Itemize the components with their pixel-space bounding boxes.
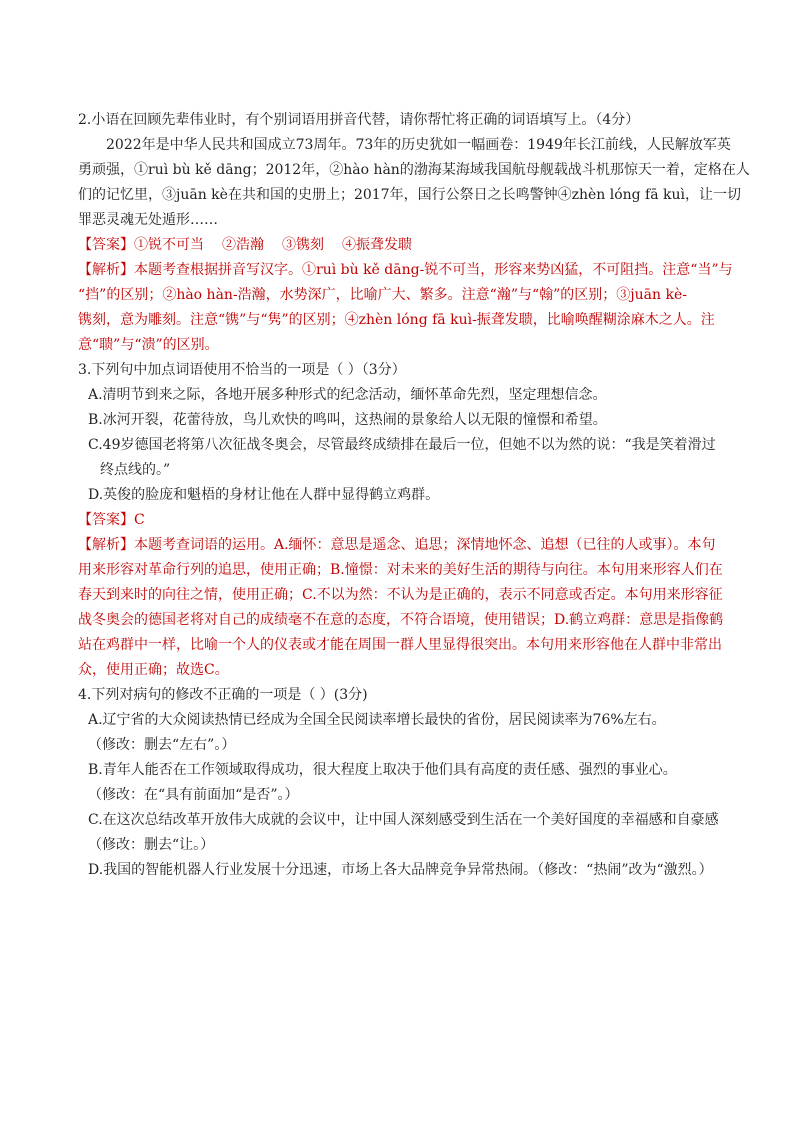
q3-answer-tag: 【答案】 <box>78 512 134 528</box>
q3-analysis-line-6: 众，使用正确；故选C。 <box>78 662 229 678</box>
q2-answer-item-3: ③镌刻 <box>282 237 324 253</box>
q2-analysis-line-3: 镌刻，意为雕刻。注意“镌”与“隽”的区别；④zhèn lóng fā kuì-振聋发聩，比喻唤醒糊涂麻木之人。注 <box>78 312 715 328</box>
q3-analysis-line-1 <box>78 533 734 558</box>
q4-option-b-fix: （修改：在“具有前面加“是否”。） <box>88 787 299 803</box>
q3-analysis-text-1: 本题考查词语的运用。A.缅怀：意思是遥念、追思；深情地怀念、追想（已往的人或事）。本句 <box>134 537 716 553</box>
q2-answer-item-4: ④振聋发聩 <box>342 237 412 253</box>
q2-passage-line-1: 2022年是中华人民共和国成立73周年。73年的历史犹如一幅画卷：1949年长江前线，人民解放军英 <box>106 137 731 153</box>
q4-option-a: A.辽宁省的大众阅读热情已经成为全国全民阅读率增长最快的省份，居民阅读率为76%左右。 <box>88 712 666 728</box>
q2-passage-line-3: 们的记忆里，③juān kè在共和国的史册上；2017年，国行公祭日之长鸣警钟④zhèn lóng fā kuì，让一切 <box>78 187 742 203</box>
q3-option-d: D.英俊的脸庞和魁梧的身材让他在人群中显得鹤立鸡群。 <box>88 487 440 503</box>
q3-analysis-line-3: 春天到来时的向往之情，使用正确；C.不以为然：不认为是正确的，表示不同意或否定。本句用来形容征 <box>78 587 723 603</box>
q3-answer <box>78 508 734 533</box>
q4-option-c: C.在这次总结改革开放伟大成就的会议中，让中国人深刻感受到生活在一个美好国度的幸福感和自豪感 <box>88 812 719 828</box>
q3-option-a: A.清明节到来之际，各地开展多种形式的纪念活动，缅怀革命先烈，坚定理想信念。 <box>88 387 607 403</box>
q3-analysis-line-4: 战冬奥会的德国老将对自己的成绩毫不在意的态度，不符合语境，使用错误；D.鹤立鸡群：意思是指像鹤 <box>78 612 724 628</box>
q4-title: 4.下列对病句的修改不正确的一项是（ ）(3分) <box>78 687 368 703</box>
q3-analysis-tag: 【解析】 <box>78 537 134 553</box>
q4-option-c-fix: （修改：删去“让。） <box>88 837 215 853</box>
q3-title: 3.下列句中加点词语使用不恰当的一项是（ ）（3分） <box>78 362 406 378</box>
q3-analysis-line-5: 站在鸡群中一样，比喻一个人的仪表或才能在周围一群人里显得很突出。本句用来形容他在人群中非常出 <box>78 637 722 653</box>
q2-answer-tag: 【答案】 <box>78 237 134 253</box>
q4-option-b: B.青年人能否在工作领域取得成功，很大程度上取决于他们具有高度的责任感、强烈的事业心。 <box>88 762 677 778</box>
q2-answer <box>78 233 734 258</box>
q2-analysis-tag: 【解析】 <box>78 262 134 278</box>
q4-option-d: D.我国的智能机器人行业发展十分迅速，市场上各大品牌竞争异常热闹。（修改：“热闹”改为“激烈。） <box>88 862 713 878</box>
q3-answer-value: C <box>134 512 145 528</box>
q2-answer-item-2: ②浩瀚 <box>222 237 264 253</box>
q2-passage-line-2: 勇顽强，①ruì bù kě dāng；2012年，②hào hàn的渤海某海域我国航母舰载战斗机那惊天一着，定格在人 <box>78 162 750 178</box>
q3-analysis-line-2: 用来形容对革命行列的追思，使用正确；B.憧憬：对未来的美好生活的期待与向往。本句用来形容人们在 <box>78 562 723 578</box>
q2-title: 2.小语在回顾先辈伟业时，有个别词语用拼音代替，请你帮忙将正确的词语填写上。（4分） <box>78 112 640 128</box>
q4-option-a-fix: （修改：删去“左右”。） <box>88 737 236 753</box>
q2-passage-line-4: 罪恶灵魂无处遁形…… <box>78 212 218 228</box>
q2-analysis-line-4: 意“聩”与“溃”的区别。 <box>78 337 219 353</box>
q2-analysis-line-2: “挡”的区别；②hào hàn-浩瀚，水势深广，比喻广大、繁多。注意“瀚”与“翰”的区别；③juān kè- <box>78 287 687 303</box>
q3-option-b: B.冰河开裂，花蕾待放，鸟儿欢快的鸣叫，这热闹的景象给人以无限的憧憬和希望。 <box>88 412 607 428</box>
q2-analysis-text-1: 本题考查根据拼音写汉字。①ruì bù kě dāng-锐不可当，形容来势凶猛，不可阻挡。注意“当”与 <box>134 262 733 278</box>
q2-analysis-line-1 <box>78 258 734 283</box>
q2-answer-item-1: ①锐不可当 <box>134 237 204 253</box>
q3-option-c: C.49岁德国老将第八次征战冬奥会，尽管最终成绩排在最后一位，但她不以为然的说：“我是笑着滑过 <box>88 437 716 453</box>
q3-option-c-cont: 终点线的。” <box>100 462 171 478</box>
